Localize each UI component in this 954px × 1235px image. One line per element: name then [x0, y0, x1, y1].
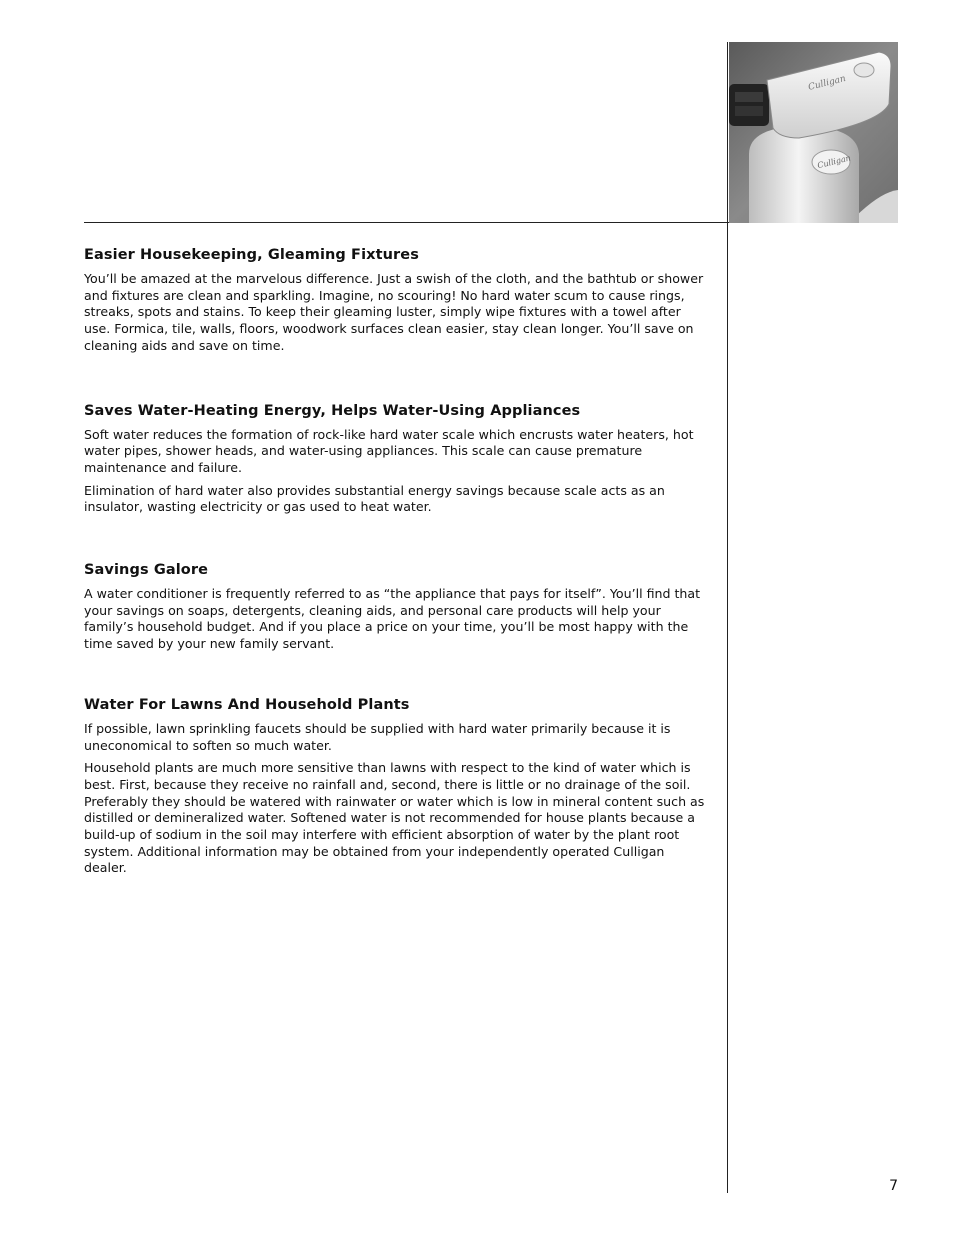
- main-content: [84, 245, 706, 883]
- section-heading: Water For Lawns And Household Plants: [84, 696, 410, 713]
- section-heading: Savings Galore: [84, 562, 209, 579]
- section-savings: [84, 560, 706, 653]
- section-paragraph: A water conditioner is frequently referred to as “the appliance that pays for itself”. You’ll find that your savings on soaps, detergents, cleaning aids, and personal care products will help your family’s household budget. And if you place a price on your time, you’ll be most happy with the time saved by your new family servant.: [84, 586, 701, 652]
- section-paragraph: Elimination of hard water also provides substantial energy savings because scale acts as an insulator, wasting electricity or gas used to heat water.: [84, 482, 665, 515]
- section-paragraph: Household plants are much more sensitive than lawns with respect to the kind of water which is best. First, because they receive no rainfall and, second, there is little or no drainage of the soil. Preferably they should be watered with rainwater or water which is low in mineral content such as distilled or demineralized water. Softened water is not recommended for house plants because a build-up of sodium in the soil may interfere with efficient absorption of water by the plant root system. Additional information may be obtained from your independently operated Culligan dealer.: [84, 760, 705, 876]
- brand-lettering: Culligan: [807, 73, 847, 93]
- section-energy: [84, 401, 706, 517]
- section-housekeeping: [84, 245, 706, 355]
- vertical-rule: [727, 42, 728, 1193]
- section-heading: Saves Water-Heating Energy, Helps Water-Using Appliances: [84, 402, 581, 419]
- page-number: 7: [889, 1178, 898, 1194]
- section-paragraph: Soft water reduces the formation of rock-like hard water scale which encrusts water heaters, hot water pipes, shower heads, and water-using appliances. This scale can cause premature maintenance and failure.: [84, 426, 694, 475]
- brand-badge-lettering: Culligan: [816, 153, 852, 171]
- section-lawns-plants: [84, 695, 706, 877]
- section-paragraph: You’ll be amazed at the marvelous difference. Just a swish of the cloth, and the bathtub or shower and fixtures are clean and sparkling. Imagine, no scouring! No hard water scum to cause rings, streaks, spots and stains. To keep their gleaming luster, simply wipe fixtures with a towel after use. Formica, tile, walls, floors, woodwork surfaces clean easier, stay clean longer. You’ll save on cleaning aids and save on time.: [84, 271, 704, 353]
- section-paragraph: If possible, lawn sprinkling faucets should be supplied with hard water primarily because it is uneconomical to soften so much water.: [84, 720, 671, 753]
- product-photo: [729, 42, 898, 223]
- section-heading: Easier Housekeeping, Gleaming Fixtures: [84, 247, 419, 263]
